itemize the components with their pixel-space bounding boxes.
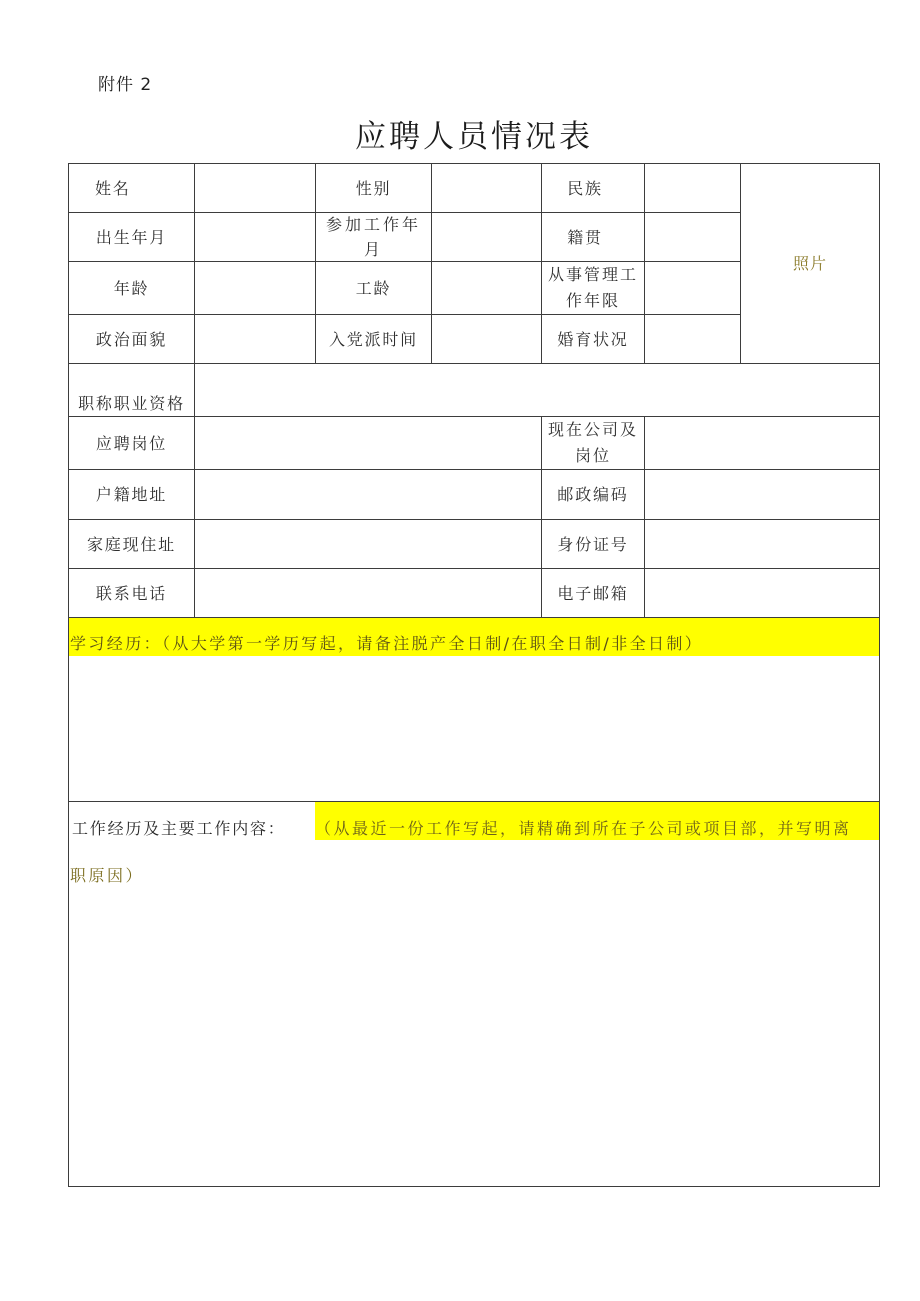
home-address-label-cell bbox=[68, 519, 195, 569]
work-start-date-label-cell bbox=[315, 212, 432, 262]
work-experience-section bbox=[68, 801, 880, 1187]
qualification-label: 职称职业资格 bbox=[78, 394, 185, 413]
work-start-date-value-cell bbox=[431, 212, 542, 262]
age-label-cell bbox=[68, 261, 195, 315]
age-label: 年龄 bbox=[113, 278, 150, 298]
id-number-label-cell bbox=[541, 519, 645, 569]
gender-label: 性别 bbox=[355, 178, 392, 198]
management-years-label: 从事管理工作年限 bbox=[547, 265, 638, 310]
political-status-label: 政治面貌 bbox=[95, 329, 168, 349]
work-start-date-label: 参加工作年月 bbox=[325, 215, 421, 259]
birth-date-value-cell bbox=[194, 212, 316, 262]
marital-status-value-cell bbox=[644, 314, 741, 364]
marital-status-label-cell bbox=[541, 314, 645, 364]
email-label-cell bbox=[541, 568, 645, 618]
work-experience-hint-line1: （从最近一份工作写起，请精确到所在子公司或项目部，并写明离 bbox=[315, 819, 852, 838]
current-company-label: 现在公司及岗位 bbox=[547, 420, 638, 465]
name-label: 姓名 bbox=[95, 178, 131, 198]
id-number-label: 身份证号 bbox=[557, 534, 629, 554]
birth-date-label-cell bbox=[68, 212, 195, 262]
applied-position-value-cell bbox=[194, 416, 542, 470]
applied-position-label-cell bbox=[68, 416, 195, 470]
email-value-cell bbox=[644, 568, 880, 618]
native-place-value-cell bbox=[644, 212, 741, 262]
management-years-label-cell bbox=[541, 261, 645, 315]
household-address-label-cell bbox=[68, 469, 195, 520]
party-join-date-label-cell bbox=[315, 314, 432, 364]
home-address-value-cell bbox=[194, 519, 542, 569]
photo-cell bbox=[740, 163, 880, 364]
name-value-cell bbox=[194, 163, 316, 213]
management-years-value-cell bbox=[644, 261, 741, 315]
name-label-cell bbox=[68, 163, 195, 213]
applied-position-label: 应聘岗位 bbox=[95, 433, 168, 453]
native-place-label: 籍贯 bbox=[567, 227, 603, 247]
page-title: 应聘人员情况表 bbox=[355, 119, 593, 155]
birth-date-label: 出生年月 bbox=[95, 227, 168, 247]
work-experience-label: 工作经历及主要工作内容： bbox=[72, 819, 286, 838]
education-hint: （从大学第一学历写起，请备注脱产全日制/在职全日制/非全日制） bbox=[162, 634, 704, 653]
attachment-label: 附件 2 bbox=[98, 75, 153, 95]
current-company-value-cell bbox=[644, 416, 880, 470]
phone-value-cell bbox=[194, 568, 542, 618]
work-experience-highlight-band bbox=[315, 802, 879, 840]
ethnicity-label-cell bbox=[541, 163, 645, 213]
photo-label: 照片 bbox=[792, 254, 827, 273]
ethnicity-value-cell bbox=[644, 163, 741, 213]
current-company-label-cell bbox=[541, 416, 645, 470]
application-form-table bbox=[68, 163, 880, 1187]
id-number-value-cell bbox=[644, 519, 880, 569]
postal-code-label-cell bbox=[541, 469, 645, 520]
work-years-label-cell bbox=[315, 261, 432, 315]
household-address-label: 户籍地址 bbox=[95, 485, 168, 504]
postal-code-value-cell bbox=[644, 469, 880, 520]
ethnicity-label: 民族 bbox=[567, 178, 603, 198]
postal-code-label: 邮政编码 bbox=[557, 485, 629, 504]
qualification-label-cell bbox=[68, 363, 195, 417]
gender-label-cell bbox=[315, 163, 432, 213]
marital-status-label: 婚育状况 bbox=[557, 329, 629, 349]
work-years-label: 工龄 bbox=[355, 278, 392, 298]
age-value-cell bbox=[194, 261, 316, 315]
party-join-date-label: 入党派时间 bbox=[328, 329, 418, 349]
native-place-label-cell bbox=[541, 212, 645, 262]
political-status-value-cell bbox=[194, 314, 316, 364]
phone-label-cell bbox=[68, 568, 195, 618]
work-experience-hint-line2: 职原因） bbox=[70, 866, 145, 885]
party-join-date-value-cell bbox=[431, 314, 542, 364]
education-section bbox=[68, 617, 880, 802]
gender-value-cell bbox=[431, 163, 542, 213]
education-label: 学习经历： bbox=[70, 634, 163, 653]
work-years-value-cell bbox=[431, 261, 542, 315]
household-address-value-cell bbox=[194, 469, 542, 520]
phone-label: 联系电话 bbox=[95, 583, 168, 603]
education-highlight-band bbox=[69, 618, 879, 656]
email-label: 电子邮箱 bbox=[557, 583, 629, 603]
home-address-label: 家庭现住址 bbox=[86, 534, 176, 554]
political-status-label-cell bbox=[68, 314, 195, 364]
qualification-value-cell bbox=[194, 363, 880, 417]
